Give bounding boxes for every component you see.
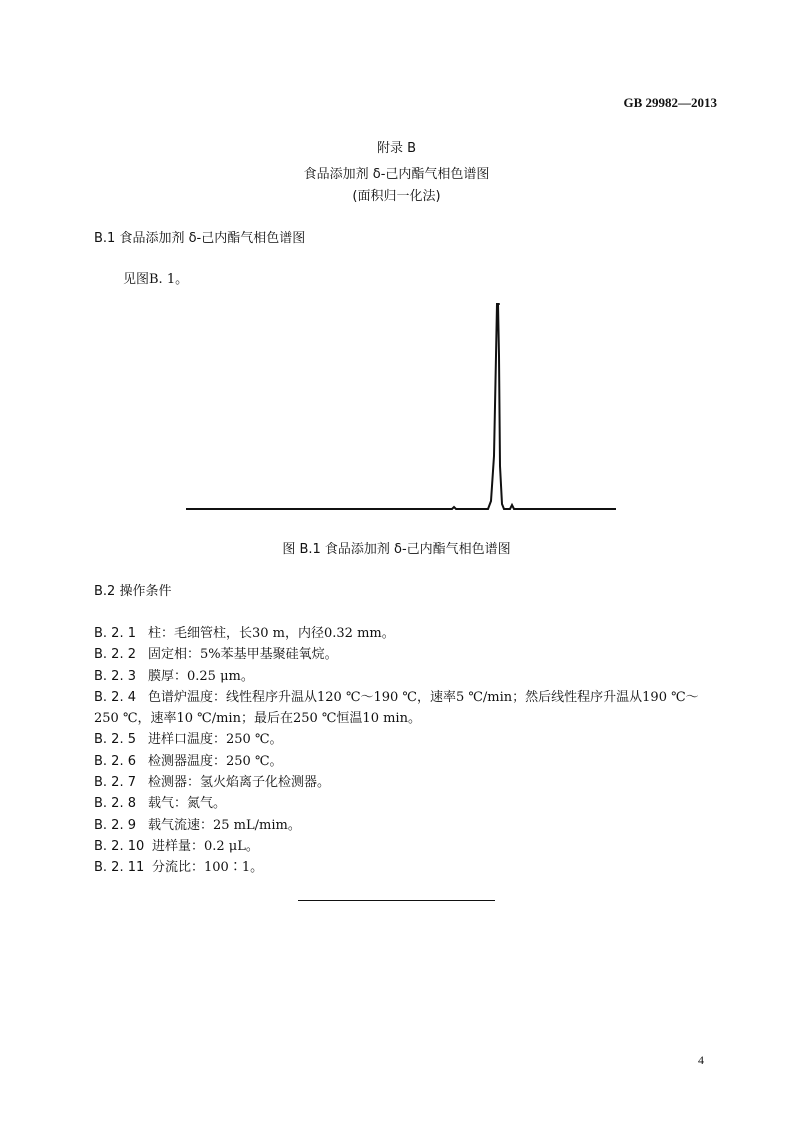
chromatogram-trace [186,304,616,509]
figure-caption: 图 B.1 食品添加剂 δ-己内酯气相色谱图 [282,542,511,557]
page-number: 4 [698,1053,704,1067]
appendix-subtitle: 食品添加剂 δ-己内酯气相色谱图 [303,167,490,182]
chromatogram-figure [180,296,620,518]
standard-code: GB 29982—2013 [623,95,717,110]
section-b2-heading: B.2 操作条件 [94,584,172,599]
condition-number: B. 2. 6 [94,753,136,769]
condition-row [94,644,714,665]
condition-row [94,666,714,687]
condition-text: 柱：毛细管柱，长30 m，内径0.32 mm。 [148,626,395,641]
operating-conditions-list [94,623,714,879]
condition-text: 进样量：0.2 μL。 [152,838,259,854]
condition-row [94,772,714,793]
condition-number: B. 2. 2 [94,647,136,663]
condition-row [94,729,714,750]
condition-number: B. 2. 3 [94,668,136,684]
condition-row [94,836,714,857]
condition-number: B. 2. 9 [94,817,136,833]
end-rule [298,900,495,901]
condition-row [94,815,714,836]
appendix-title: 附录 B [376,141,417,156]
condition-number: B. 2. 5 [94,732,136,748]
condition-number: B. 2. 4 [94,689,136,705]
condition-number: B. 2. 8 [94,796,136,812]
section-b1-heading: B.1 食品添加剂 δ-己内酯气相色谱图 [94,231,306,246]
condition-row [94,857,714,878]
condition-row [94,623,714,644]
condition-text: 色谱炉温度：线性程序升温从120 ℃～190 ℃，速率5 ℃/min；然后线性程序升温从190 ℃～ [148,689,699,705]
condition-number: B. 2. 1 [94,626,136,641]
condition-row [94,793,714,814]
condition-number: B. 2. 7 [94,775,136,791]
appendix-method: (面积归一化法) [352,189,441,204]
condition-row-continued [94,708,714,729]
condition-text: 固定相：5%苯基甲基聚硅氧烷。 [148,647,338,663]
condition-text: 载气：氮气。 [148,796,227,812]
see-figure-text: 见图B. 1。 [123,272,189,287]
condition-text: 250 ℃，速率10 ℃/min；最后在250 ℃恒温10 min。 [94,711,421,727]
condition-text: 载气流速：25 mL/mim。 [148,817,301,833]
condition-text: 检测器：氢火焰离子化检测器。 [148,775,331,791]
condition-text: 进样口温度：250 ℃。 [148,732,283,748]
condition-row [94,751,714,772]
condition-text: 分流比：100∶1。 [152,860,264,876]
condition-text: 膜厚：0.25 μm。 [148,668,254,684]
condition-text: 检测器温度：250 ℃。 [148,753,283,769]
condition-number: B. 2. 11 [94,860,145,876]
condition-row [94,687,714,708]
condition-number: B. 2. 10 [94,838,145,854]
